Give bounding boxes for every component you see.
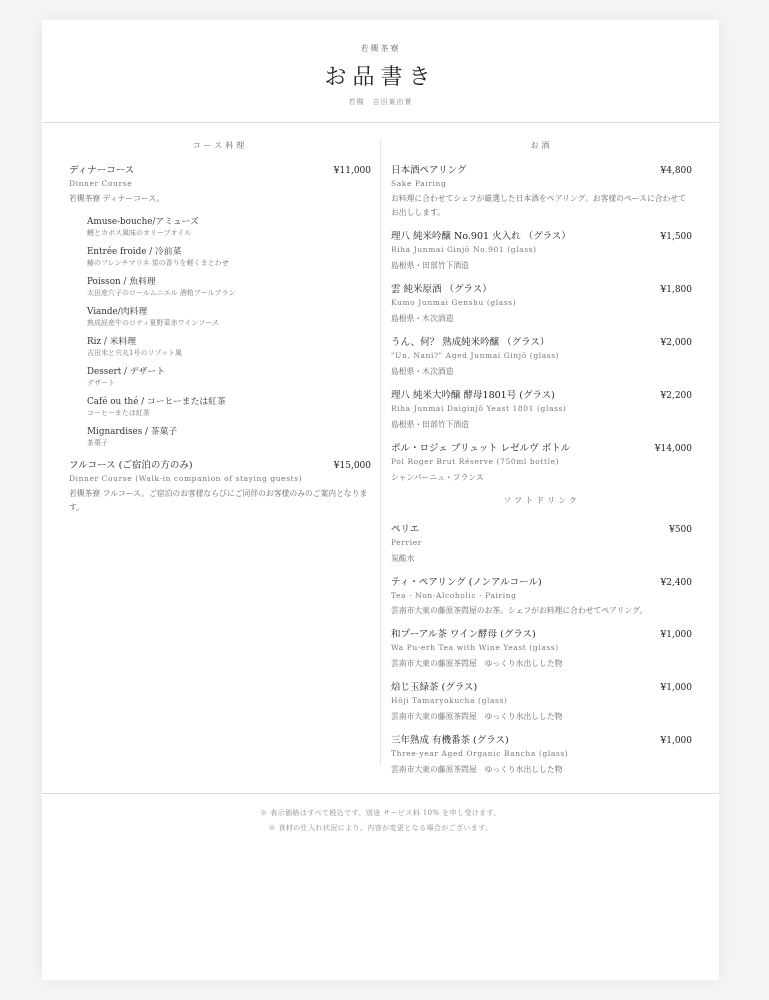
item-name: 雲 純米原酒 （グラス）	[391, 284, 492, 295]
menu-item	[391, 442, 692, 485]
item-price: ¥1,800	[660, 285, 692, 295]
item-english-name: Three-year Aged Organic Bancha (glass)	[391, 749, 569, 758]
item-description: 炭酸水	[391, 554, 415, 563]
menu-item	[391, 523, 692, 566]
item-price: ¥14,000	[654, 444, 692, 454]
course-dish	[87, 426, 371, 449]
item-name: ティ・ペアリング (ノンアルコール)	[391, 577, 542, 588]
dish-name: Dessert / デザート	[87, 367, 165, 377]
dish-description: コーヒーまたは紅茶	[87, 409, 150, 417]
course-dish	[87, 396, 371, 419]
menu-item	[391, 164, 692, 220]
menu-item	[391, 389, 692, 432]
item-description: 雲南市大東の藤原茶問屋 ゆっくり水出しした物	[391, 765, 563, 774]
footer-note: ※ 食材の仕入れ状況により、内容が変更となる場合がございます。	[268, 824, 493, 832]
page-subtitle: 若槻 吉田東由實	[348, 98, 413, 106]
item-english-name: Wa Pu-erh Tea with Wine Yeast (glass)	[391, 643, 559, 652]
menu-item	[69, 164, 371, 449]
section-title-courses: コース料理	[192, 141, 248, 150]
page-title: お品書き	[324, 65, 437, 90]
item-name: 理八 純米大吟醸 酵母1801号 (グラス)	[391, 390, 555, 401]
item-name: うん、何？ 熟成純米吟醸 （グラス）	[391, 337, 550, 348]
dish-description: 吉田米と宍丸1号のリゾット風	[87, 349, 183, 357]
dish-description: 熟成経産牛のロティ夏野菜赤ワインソース	[87, 319, 219, 327]
item-description: 雲南市大東の藤原茶問屋 ゆっくり水出しした物	[391, 712, 563, 721]
menu-header	[42, 20, 719, 123]
courses-column	[69, 140, 371, 525]
menu-item	[391, 576, 692, 618]
dish-name: Viande/肉料理	[87, 307, 148, 317]
item-description: 若槻茶寮 ディナーコース。	[69, 194, 165, 203]
drinks-column	[391, 140, 692, 787]
item-price: ¥4,800	[660, 166, 692, 176]
dish-name: Entrée froide / 冷前菜	[87, 247, 182, 257]
course-dish	[87, 306, 371, 329]
item-description: 島根県・田部竹下酒造	[391, 420, 469, 429]
item-english-name: Hōji Tamaryokucha (glass)	[391, 696, 508, 705]
item-price: ¥1,000	[660, 683, 692, 693]
menu-item	[391, 283, 692, 326]
menu-sheet	[42, 20, 719, 980]
item-price: ¥1,500	[660, 232, 692, 242]
footer-note: ※ 表示価格はすべて税込です。別途 サービス料 10% を申し受けます。	[260, 809, 501, 817]
item-price: ¥2,400	[660, 578, 692, 588]
item-name: 焙じ玉緑茶 (グラス)	[391, 682, 478, 693]
item-name: フルコース (ご宿泊の方のみ)	[69, 460, 193, 471]
dish-description: デザート	[87, 379, 115, 387]
item-description: 島根県・木次酒造	[391, 367, 454, 376]
item-english-name: Dinner Course (Walk-in companion of staying guests)	[69, 474, 303, 483]
course-dish	[87, 246, 371, 269]
item-description: 若槻茶寮 フルコース。ご宿泊のお客様ならびにご同伴のお客様のみのご案内となります。	[69, 489, 368, 512]
brand-name: 若槻茶寮	[360, 44, 401, 53]
item-description: 雲南市大東の藤原茶問屋のお茶。シェフがお料理に合わせてペアリング。	[391, 606, 648, 615]
item-price: ¥1,000	[660, 630, 692, 640]
course-dish	[87, 216, 371, 239]
section-title-drinks: お酒	[530, 141, 553, 150]
item-english-name: "Un, Nani?" Aged Junmai Ginjō (glass)	[391, 351, 560, 360]
dish-name: Café ou thé / コーヒーまたは紅茶	[87, 397, 226, 407]
dish-description: 鰆のフレンチマリネ 炭の香りを軽くまとわせ	[87, 259, 229, 267]
item-name: 日本酒ペアリング	[391, 165, 467, 176]
menu-item	[391, 336, 692, 379]
course-dish	[87, 276, 371, 299]
menu-footer	[42, 793, 719, 836]
dish-name: Poisson / 魚料理	[87, 277, 156, 287]
item-price: ¥500	[669, 525, 692, 535]
item-name: ディナーコース	[69, 165, 135, 176]
item-english-name: Kumo Junmai Genshu (glass)	[391, 298, 517, 307]
item-english-name: Dinner Course	[69, 179, 133, 188]
item-english-name: Pol Roger Brut Réserve (750ml bottle)	[391, 457, 560, 466]
menu-item	[391, 734, 692, 777]
item-name: 和プーアル茶 ワイン酵母 (グラス)	[391, 629, 536, 640]
item-price: ¥2,200	[660, 391, 692, 401]
item-price: ¥15,000	[333, 461, 371, 471]
dish-description: 鰻とカボス風味のオリーブオイル	[87, 229, 192, 237]
item-description: お料理に合わせてシェフが厳選した日本酒をペアリング。お客様のペースに合わせてお出しします。	[391, 194, 686, 217]
menu-item	[391, 230, 692, 273]
item-description: 島根県・田部竹下酒造	[391, 261, 469, 270]
item-english-name: Riha Junmai Ginjō No.901 (glass)	[391, 245, 537, 254]
item-description: シャンパーニュ・フランス	[391, 473, 484, 482]
item-description: 雲南市大東の藤原茶問屋 ゆっくり水出しした物	[391, 659, 563, 668]
item-english-name: Sake Pairing	[391, 179, 447, 188]
dish-name: Amuse-bouche/アミューズ	[87, 217, 199, 227]
column-divider	[380, 140, 381, 766]
item-name: 三年熟成 有機番茶 (グラス)	[391, 735, 509, 746]
item-name: ペリエ	[391, 524, 420, 535]
item-english-name: Perrier	[391, 538, 422, 547]
item-price: ¥2,000	[660, 338, 692, 348]
item-price: ¥1,000	[660, 736, 692, 746]
section-title-soft-drinks: ソフトドリンク	[503, 496, 580, 505]
course-list	[87, 216, 371, 449]
item-name: 理八 純米吟醸 No.901 火入れ （グラス）	[391, 231, 571, 242]
item-name: ポル・ロジェ ブリュット レゼルヴ ボトル	[391, 443, 571, 454]
dish-description: 太田産穴子のロールムニエル 酒粕ブールブラン	[87, 289, 236, 297]
dish-name: Riz / 米料理	[87, 337, 137, 347]
course-dish	[87, 336, 371, 359]
course-dish	[87, 366, 371, 389]
menu-item	[391, 628, 692, 671]
item-description: 島根県・木次酒造	[391, 314, 454, 323]
menu-item	[69, 459, 371, 515]
menu-item	[391, 681, 692, 724]
dish-description: 茶菓子	[87, 439, 108, 447]
item-english-name: Tea · Non-Alcoholic · Pairing	[391, 591, 517, 600]
dish-name: Mignardises / 茶菓子	[87, 427, 178, 437]
item-price: ¥11,000	[333, 166, 371, 176]
item-english-name: Riha Junmai Daiginjō Yeast 1801 (glass)	[391, 404, 567, 413]
